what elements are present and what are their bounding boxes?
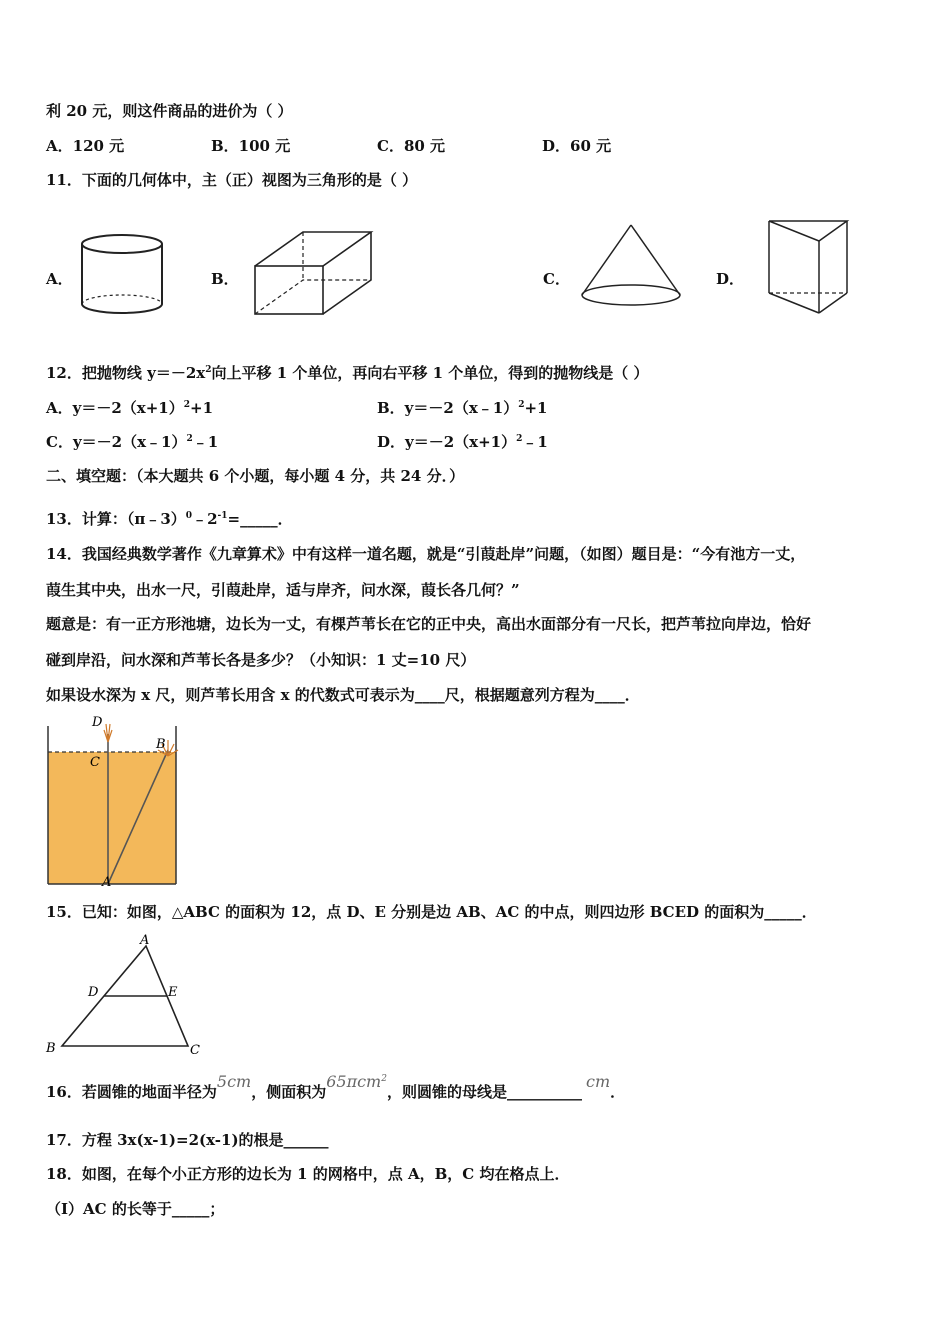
q13-stem: 13．计算：$(\pi﹣3)^0﹣2^{-1}=\_\_\_\_\_$．	[46, 510, 293, 528]
triangular-prism-figure	[765, 217, 855, 317]
q11-label-c: C．	[543, 270, 570, 288]
q14-line-4: 碰到岸沿，问水深和芦苇长各是多少？（小知识：1 丈=10 尺）	[46, 651, 476, 669]
q12-option-b: B．y＝－2（x﹣1）$^2$+1	[377, 399, 548, 417]
q14-line-1: 14．我国经典数学著作《九章算术》中有这样一道名题，就是“引葭赴岸”问题，（如图）题目是：“今有池方一丈，	[46, 545, 806, 563]
q15-stem: 15．已知：如图，△ABC 的面积为 12，点 D、E 分别是边 AB、AC 的中点，则四边形 BCED 的面积为_____．	[46, 903, 817, 921]
section-2-heading: 二、填空题：（本大题共 6 个小题，每小题 4 分，共 24 分．）	[46, 467, 465, 485]
cylinder-figure	[80, 232, 170, 317]
q10-option-c: C．80 元	[377, 137, 446, 155]
cone-figure	[578, 222, 688, 312]
fig14-label-c: C	[90, 755, 100, 770]
q14-line-2: 葭生其中央，出水一尺，引葭赴岸，适与岸齐，问水深，葭长各几何？”	[46, 581, 520, 599]
cuboid-figure	[253, 230, 378, 320]
q12-option-c: C．y＝－2（x﹣1）$^2$﹣1	[46, 433, 219, 451]
q10-option-a: A．120 元	[46, 137, 125, 155]
fig14-label-b: B	[156, 737, 166, 752]
q16-stem: 16．若圆锥的地面半径为5cm，侧面积为65πcm$^2$，则圆锥的母线是__________cm．	[46, 1072, 626, 1101]
q10-tail: 利 20 元，则这件商品的进价为（ ）	[46, 102, 293, 120]
q11-label-a: A．	[46, 270, 73, 288]
fig15-label-a: A	[140, 933, 150, 948]
fig15-label-c: C	[190, 1043, 200, 1058]
fig15-label-b: B	[46, 1041, 56, 1056]
fig15-label-e: E	[168, 985, 178, 1000]
q11-stem: 11．下面的几何体中，主（正）视图为三角形的是（ ）	[46, 171, 418, 189]
q17-stem: 17．方程 3x(x-1)=2(x-1)的根是______	[46, 1131, 329, 1149]
q14-line-3: 题意是：有一正方形池塘，边长为一丈，有棵芦苇长在它的正中央，高出水面部分有一尺长，把芦苇拉向岸边，恰好	[46, 615, 812, 633]
q11-label-b: B．	[211, 270, 239, 288]
q10-option-b: B．100 元	[211, 137, 291, 155]
triangle-figure	[44, 930, 214, 1060]
q12-stem: 12．把抛物线 $y=-2x^2$向上平移 1 个单位，再向右平移 1 个单位，得到的抛物线是（ ）	[46, 364, 649, 382]
q14-line-5: 如果设水深为 x 尺，则芦苇长用含 x 的代数式可表示为____尺，根据题意列方程为____．	[46, 686, 640, 704]
fig15-label-d: D	[88, 985, 99, 1000]
q18-stem: 18．如图，在每个小正方形的边长为 1 的网格中，点 A，B，C 均在格点上．	[46, 1165, 570, 1183]
fig14-label-a: A	[102, 875, 112, 890]
pond-figure	[44, 712, 184, 892]
q12-option-a: A．$y=-2(x+1)^2+1$	[46, 399, 214, 417]
q10-option-d: D．60 元	[542, 137, 612, 155]
q12-option-d: D．$y=-2(x+1)^2﹣1$	[377, 433, 548, 451]
q18-part-1: （Ⅰ）AC 的长等于_____；	[46, 1200, 225, 1218]
fig14-label-d: D	[92, 715, 103, 730]
q11-label-d: D．	[716, 270, 745, 288]
